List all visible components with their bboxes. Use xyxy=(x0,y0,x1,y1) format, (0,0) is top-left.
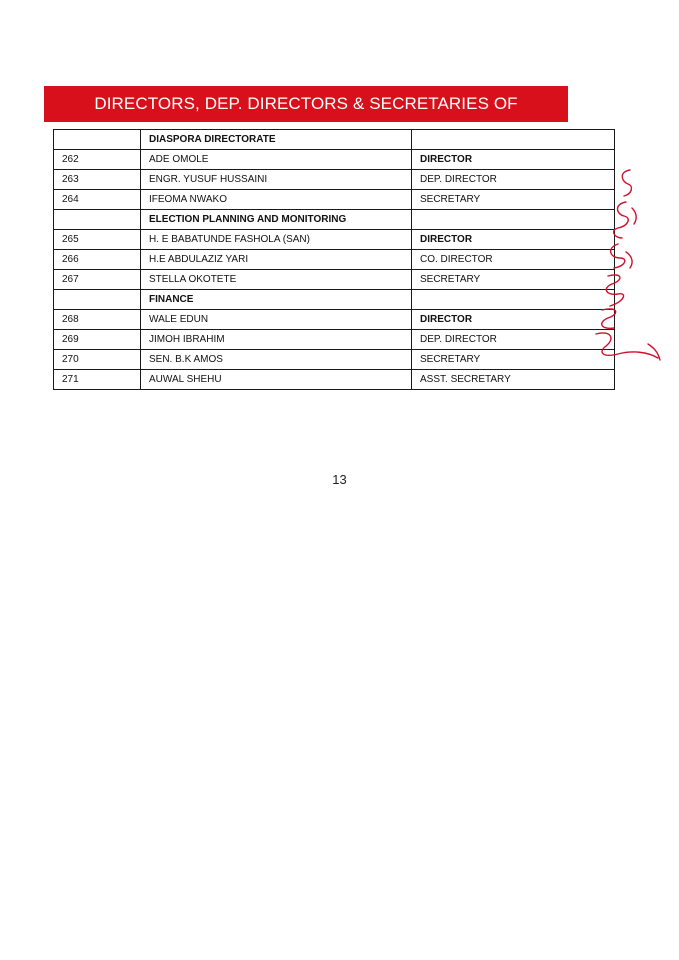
table-row xyxy=(54,270,615,290)
name-cell: ELECTION PLANNING AND MONITORING xyxy=(141,210,412,230)
directorate-table-body xyxy=(54,130,615,390)
row-number-cell xyxy=(54,290,141,310)
role-cell: DIRECTOR xyxy=(412,310,615,330)
role-cell xyxy=(412,290,615,310)
name-cell: DIASPORA DIRECTORATE xyxy=(141,130,412,150)
name-cell: ADE OMOLE xyxy=(141,150,412,170)
name-cell: STELLA OKOTETE xyxy=(141,270,412,290)
row-number-cell: 262 xyxy=(54,150,141,170)
role-cell xyxy=(412,210,615,230)
name-cell: AUWAL SHEHU xyxy=(141,370,412,390)
name-cell: JIMOH IBRAHIM xyxy=(141,330,412,350)
role-cell: SECRETARY xyxy=(412,270,615,290)
section-heading-row xyxy=(54,290,615,310)
row-number-cell: 263 xyxy=(54,170,141,190)
table-row xyxy=(54,370,615,390)
role-cell xyxy=(412,130,615,150)
page-number: 13 xyxy=(332,472,347,487)
name-cell: WALE EDUN xyxy=(141,310,412,330)
row-number-cell: 271 xyxy=(54,370,141,390)
row-number-cell: 269 xyxy=(54,330,141,350)
role-cell: DIRECTOR xyxy=(412,230,615,250)
row-number-cell: 268 xyxy=(54,310,141,330)
name-cell: IFEOMA NWAKO xyxy=(141,190,412,210)
handwritten-signature-icon xyxy=(588,168,668,368)
table-row xyxy=(54,190,615,210)
table-row xyxy=(54,310,615,330)
role-cell: DEP. DIRECTOR xyxy=(412,330,615,350)
section-banner: DIRECTORS, DEP. DIRECTORS & SECRETARIES OF DIRECTORATES xyxy=(44,86,568,122)
role-cell: SECRETARY xyxy=(412,190,615,210)
role-cell: DEP. DIRECTOR xyxy=(412,170,615,190)
name-cell: H. E BABATUNDE FASHOLA (SAN) xyxy=(141,230,412,250)
table-row xyxy=(54,350,615,370)
directorate-table xyxy=(53,129,615,390)
name-cell: FINANCE xyxy=(141,290,412,310)
section-heading-row xyxy=(54,130,615,150)
row-number-cell xyxy=(54,210,141,230)
table-row xyxy=(54,250,615,270)
row-number-cell: 264 xyxy=(54,190,141,210)
role-cell: ASST. SECRETARY xyxy=(412,370,615,390)
table-row xyxy=(54,170,615,190)
row-number-cell: 267 xyxy=(54,270,141,290)
name-cell: H.E ABDULAZIZ YARI xyxy=(141,250,412,270)
row-number-cell xyxy=(54,130,141,150)
role-cell: DIRECTOR xyxy=(412,150,615,170)
row-number-cell: 266 xyxy=(54,250,141,270)
name-cell: SEN. B.K AMOS xyxy=(141,350,412,370)
name-cell: ENGR. YUSUF HUSSAINI xyxy=(141,170,412,190)
row-number-cell: 270 xyxy=(54,350,141,370)
row-number-cell: 265 xyxy=(54,230,141,250)
table-row xyxy=(54,330,615,350)
role-cell: SECRETARY xyxy=(412,350,615,370)
table-row xyxy=(54,230,615,250)
section-heading-row xyxy=(54,210,615,230)
role-cell: CO. DIRECTOR xyxy=(412,250,615,270)
table-row xyxy=(54,150,615,170)
